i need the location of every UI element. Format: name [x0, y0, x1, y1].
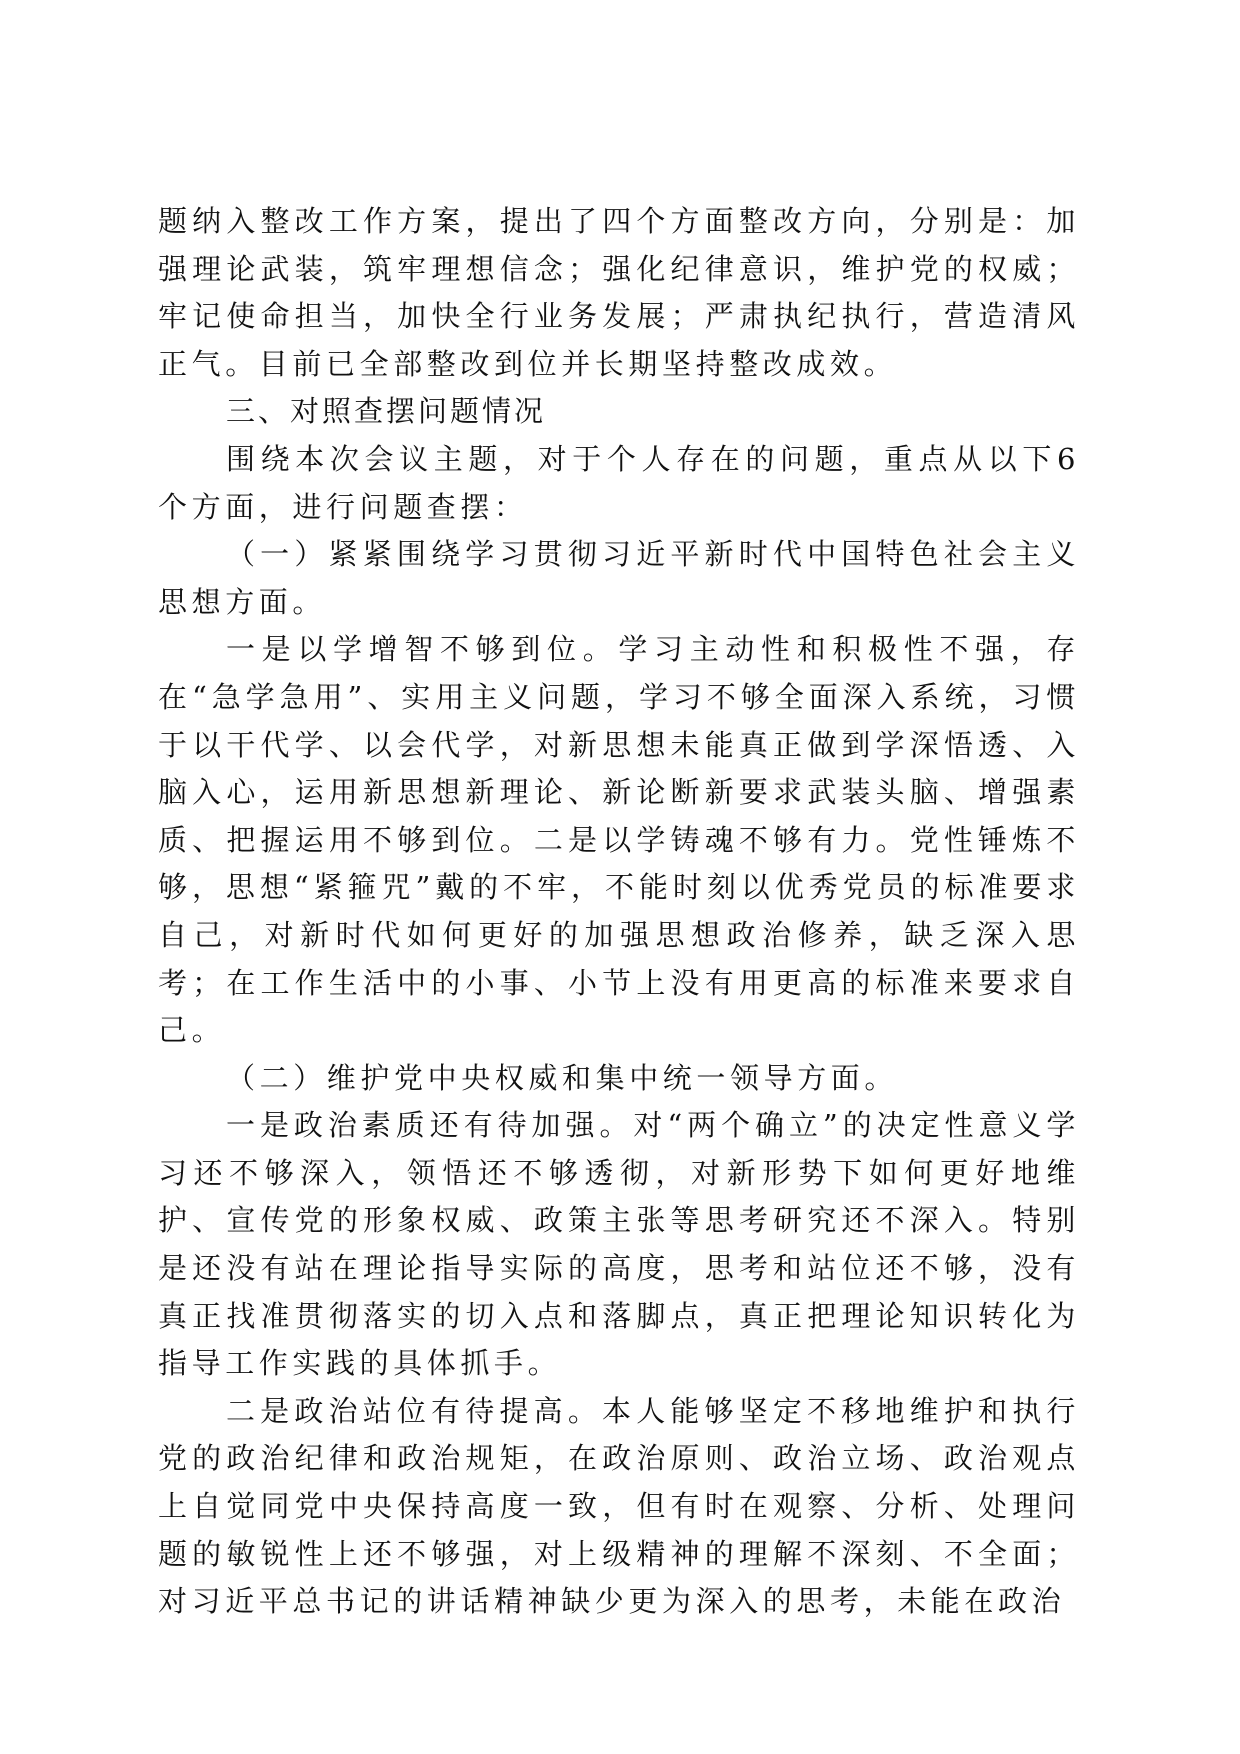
section-heading: 三、对照查摆问题情况 [226, 394, 547, 429]
paragraph-intro: 围绕本次会议主题，对于个人存在的问题，重点从以下6个方面，进行问题查摆： [158, 441, 1080, 524]
subheading-2: （二）维护党中央权威和集中统一领导方面。 [226, 1060, 899, 1095]
paragraph-continuation: 题纳入整改工作方案，提出了四个方面整改方向，分别是：加强理论武装，筑牢理想信念；强化纪律意识，维护党的权威；牢记使命担当，加快全行业务发展；严肃执纪执行，营造清风正气。目前已全部整改到位并长期坚持整改成效。 [158, 204, 1080, 381]
document-page [158, 198, 1080, 1626]
paragraph-sub-2-body-1: 一是政治素质还有待加强。对“两个确立”的决定性意义学习还不够深入，领悟还不够透彻，对新形势下如何更好地维护、宣传党的形象权威、政策主张等思考研究还不深入。特别是还没有站在理论指导实际的高度，思考和站位还不够，没有真正找准贯彻落实的切入点和落脚点，真正把理论知识转化为指导工作实践的具体抓手。 [158, 1108, 1080, 1381]
subheading-1: （一）紧紧围绕学习贯彻习近平新时代中国特色社会主义思想方面。 [158, 537, 1080, 619]
paragraph-sub-2-body-2: 二是政治站位有待提高。本人能够坚定不移地维护和执行党的政治纪律和政治规矩，在政治原则、政治立场、政治观点上自觉同党中央保持高度一致，但有时在观察、分析、处理问题的敏锐性上还不够强，对上级精神的理解不深刻、不全面；对习近平总书记的讲话精神缺少更为深入的思考，未能在政治 [158, 1393, 1080, 1619]
paragraph-sub-1-body: 一是以学增智不够到位。学习主动性和积极性不强，存在“急学急用”、实用主义问题，学习不够全面深入系统，习惯于以干代学、以会代学，对新思想未能真正做到学深悟透、入脑入心，运用新思想新理论、新论断新要求武装头脑、增强素质、把握运用不够到位。二是以学铸魂不够有力。党性锤炼不够，思想“紧箍咒”戴的不牢，不能时刻以优秀党员的标准要求自己，对新时代如何更好的加强思想政治修养，缺乏深入思考；在工作生活中的小事、小节上没有用更高的标准来要求自己。 [158, 632, 1080, 1048]
